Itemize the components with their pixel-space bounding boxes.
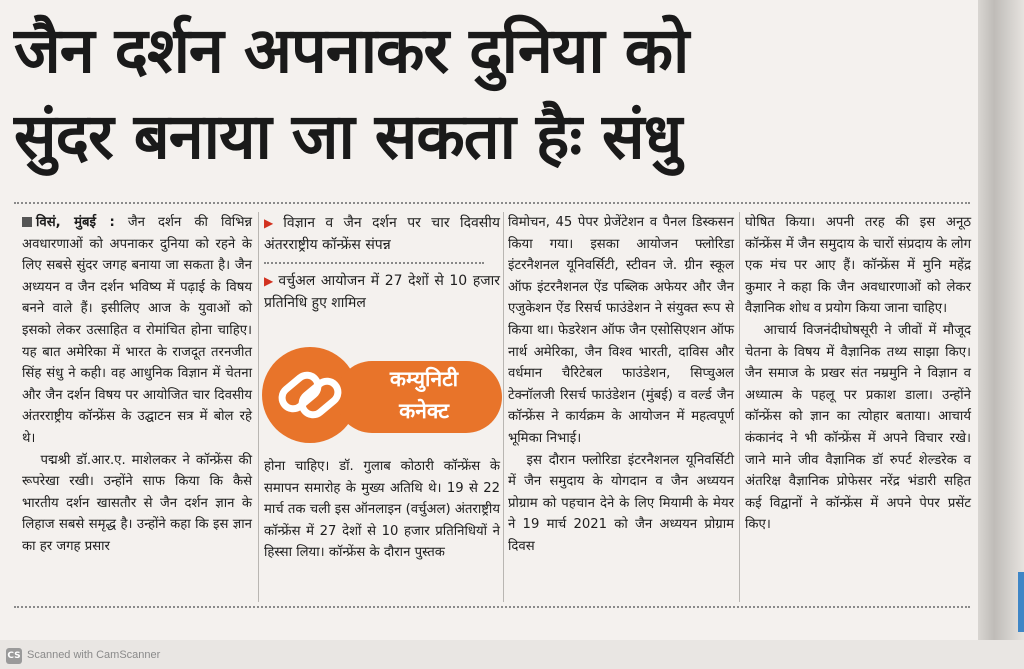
triangle-bullet-icon: ▶ xyxy=(264,274,275,288)
article-text: जैन दर्शन की विभिन्न अवधारणाओं को अपनाकर दुनिया को रहने के लिए सबसे सुंदर जगह बनाया जा सकता है। जैन अध्ययन व जैन दर्शन भविष्य में पढ़ाई के विषय बनने वाले हैं। इसीलिए आज के युवाओं को इसको लेकर उत्साहित व रोमांचित होना चाहिए। यह बात अमेरिका में भारत के राजदूत तरनजीत सिंह संधु ने कही। वह आधुनिक विज्ञान में चेतना और जैन दर्शन विषय पर आयोजित चार दिवसीय अंतरराष्ट्रीय कॉन्फ्रेंस के उद्घाटन सत्र में बोल रहे थे। xyxy=(22,215,252,446)
subheading-text: विज्ञान व जैन दर्शन पर चार दिवसीय अंतरराष्ट्रीय कॉन्फ्रेंस संपन्न xyxy=(264,215,501,253)
article-paragraph: पद्मश्री डॉ.आर.ए. माशेलकर ने कॉन्फ्रेंस की रूपरेखा रखी। उन्होंने साफ किया कि कैसे भारतीय दर्शन खासतौर से जैन दर्शन ज्ञान के लिहाज सबसे समृद्ध है। उन्होंने कहा कि इस ज्ञान का हर जगह प्रसार xyxy=(22,452,252,554)
subheading-text: वर्चुअल आयोजन में 27 देशों से 10 हजार प्रतिनिधि हुए शामिल xyxy=(264,273,500,311)
badge-label xyxy=(354,363,494,427)
badge-label-line-1: कम्युनिटी xyxy=(389,367,459,391)
edge-blue-strip xyxy=(1018,572,1024,632)
badge-label-line-2: कनेक्ट xyxy=(399,399,449,423)
article-column-4 xyxy=(745,212,971,536)
column-divider xyxy=(739,212,740,602)
dateline-square-icon xyxy=(22,217,32,227)
headline-line-2: सुंदर बनाया जा सकता हैः संधु xyxy=(14,100,682,173)
article-paragraph: आचार्य विजनंदीघोषसूरी ने जीवों में मौजूद चेतना के विषय में वैज्ञानिक तथ्य साझा किए। जैन समाज के प्रखर संत नम्रमुनि ने विज्ञान व अध्यात्म के पहलू पर प्रकाश डाला। उन्होंने कॉन्फ्रेंस को ज्ञान का त्योहार बताया। आचार्य कंकानंद ने भी कॉन्फ्रेंस में अपने विचार रखे। जाने माने जीव वैज्ञानिक डॉ रुपर्ट शेल्डरेक व अंतरिक्ष वैज्ञानिक प्रोफेसर नरेंद्र भंडारी सहित कई विद्वानों ने कॉन्फ्रेंस में अपने पेपर प्रसेंट किए। xyxy=(745,322,971,533)
dateline: विसं, मुंबई : xyxy=(36,215,115,230)
column-divider xyxy=(258,212,259,602)
community-connect-badge xyxy=(262,347,502,449)
headline-divider xyxy=(14,202,970,206)
subheading-1 xyxy=(264,212,500,256)
article-column-1 xyxy=(22,212,252,558)
bottom-divider xyxy=(14,606,970,610)
page-edge xyxy=(978,0,1024,669)
article-paragraph: होना चाहिए। डॉ. गुलाब कोठारी कॉन्फ्रेंस के समापन समारोह के मुख्य अतिथि थे। 19 से 22 मार्च तक चली इस ऑनलाइन (वर्चुअल) अंतराष्ट्रीय कॉन्फ्रेंस में 27 देशों से 10 हजार प्रतिनिधियों ने हिस्सा लिया। कॉन्फ्रेंस के दौरान पुस्तक xyxy=(264,459,500,561)
article-paragraph: घोषित किया। अपनी तरह की इस अनूठ कॉन्फ्रेंस में जैन समुदाय के चारों संप्रदाय के लोग एक मंच पर आए हैं। कॉन्फ्रेंस में मुनि महेंद्र कुमार ने कहा कि जैन अवधारणाओं को लेकर वैज्ञानिक शोध व प्रयोग किया जाना चाहिए। xyxy=(745,215,971,317)
column-divider xyxy=(503,212,504,602)
scanner-watermark: Scanned with CamScanner xyxy=(27,649,161,661)
article-paragraph: इस दौरान फ्लोरिडा इंटरनैशनल यूनिवर्सिटी में जैन समुदाय के योगदान व जैन अध्ययन प्रोग्राम को पहचान देने के लिए मियामी के मेयर ने 19 मार्च 2021 को जैन अध्ययन प्रोग्राम दिवस xyxy=(508,452,734,554)
subheading-2 xyxy=(264,270,500,314)
article-paragraph xyxy=(22,212,252,450)
subheading-divider xyxy=(264,262,484,264)
article-paragraph: विमोचन, 45 पेपर प्रेजेंटेशन व पैनल डिस्कसन किया गया। इसका आयोजन फ्लोरिडा इंटरनैशनल यूनिवर्सिटी, स्टीवन जे. ग्रीन स्कूल ऑफ इंटरनैशनल ऐंड पब्लिक अफेयर और जैन एजुकेशन ऐंड रिसर्च फाउंडेशन ने संयुक्त रूप से किया था। फेडरेशन ऑफ जैन एसोसिएशन ऑफ नार्थ अमेरिका, जैन विश्व भारती, दाविस और वर्धमान चैरिटेबल फाउंडेशन, सिप्चुअल टेक्नॉलजी रिसर्च फाउंडेशन (मुंबई) व वर्ल्ड जैन कॉन्फ्रेंस ने कार्यक्रम के आयोजन में महत्वपूर्ण भूमिका निभाई। xyxy=(508,215,734,446)
headline xyxy=(14,8,974,180)
headline-line-1: जैन दर्शन अपनाकर दुनिया को xyxy=(14,14,689,87)
camscanner-logo-icon: CS xyxy=(6,648,22,664)
article-column-3 xyxy=(508,212,734,558)
chain-link-icon xyxy=(276,361,344,429)
triangle-bullet-icon: ▶ xyxy=(264,216,280,230)
